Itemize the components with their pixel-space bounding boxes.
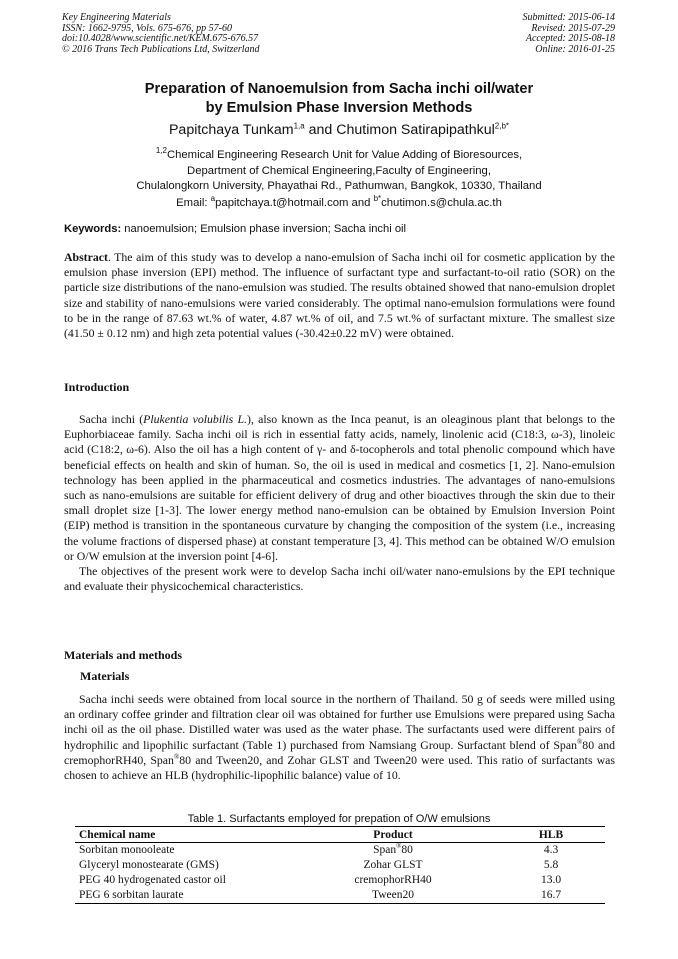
author-2-affil: 2,b* (494, 121, 510, 131)
email-a-link[interactable]: papitchaya.t@hotmail.com (215, 197, 349, 209)
cell-hlb: 4.3 (543, 844, 559, 856)
journal-header-right (523, 13, 616, 55)
email-a-sup: a (210, 194, 216, 204)
materials-body (64, 692, 615, 783)
table-row (75, 873, 605, 888)
species-name: Plukentia volubilis L. (143, 412, 248, 426)
affil-sup: 1,2 (155, 146, 167, 156)
table-row (75, 858, 605, 873)
affil-line-2: Department of Chemical Engineering,Faculty of Engineering, (187, 164, 491, 177)
abstract-text: . The aim of this study was to develop a nano-emulsion of Sacha inchi oil for cosmetic application by the emulsion phase inversion (EPI) method. The influence of surfactant type and surfactant-to-oil ratio (SOR) on the particle size distributions of the nano-emulsion was studied. The results obtained showed that nano-emulsion droplet size and stability of nano-emulsions were varied considerably. The optimal nano-emulsion formulations were found to be in the range of 87.63 wt.% of water, 4.87 wt.% of oil, and 7.5 wt.% of surfactant mixture. The smallest size (41.50 ± 0.12 nm) and high zeta potential values (-30.42±0.22 mV) were obtained. (64, 250, 615, 341)
introduction-paragraph-2: The objectives of the present work were to develop Sacha inchi oil/water nano-emulsions by the EPI technique and evaluate their physicochemical characteristics. (64, 564, 615, 594)
introduction-paragraph-1: Sacha inchi (Plukentia volubilis L.), also known as the Inca peanut, is an oleaginous plant that belongs to the Euphorbiaceae family. Sacha inchi oil is rich in essential fatty acids, namely, linolenic acid (C18:3, ω-3), linoleic acid (C18:2, ω-6). Also the oil has a high content of γ- and δ-tocopherols and total phenolic compound which have beneficial effects on health and skin of human. So, the oil is used in medical and cosmetics [1, 2]. Nano-emulsion technology has been applied in the pharmaceutical and cosmetics industries. The advantages of nano-emulsions such as nano-emulsions are suitable for efficient delivery of drug and other bioactives through the skin due to their small droplet size [1-3]. The lower energy method nano-emulsion can be obtained by Emulsion Inversion Point (EIP) method is transition in the spontaneous curvature by changing the composition of the system (i.e., increasing the volume fractions of dispersed phase) at constant temperature [3, 4]. This method can be obtained W/O emulsion or O/W emulsion at the inversion point [4-6]. (64, 412, 615, 563)
revised-date: Revised: 2015-07-29 (531, 22, 615, 34)
cell-name: PEG 6 sorbitan laurate (75, 888, 289, 904)
cell-product: Span®80 (373, 842, 413, 856)
title-line-1: Preparation of Nanoemulsion from Sacha inchi oil/water (144, 81, 534, 97)
author-1: Papitchaya Tunkam (168, 122, 294, 138)
introduction-body (64, 412, 615, 594)
author-and: and (304, 122, 337, 138)
cell-hlb: 5.8 (543, 859, 559, 871)
issn-line: ISSN: 1662-9795, Vols. 675-676, pp 57-60 (62, 22, 232, 34)
author-list (0, 122, 678, 138)
cell-name: PEG 40 hydrogenated castor oil (79, 874, 226, 886)
cell-product: Zohar GLST (363, 859, 423, 871)
materials-subheading: Materials (80, 669, 130, 683)
submitted-date: Submitted: 2015-06-14 (522, 12, 615, 23)
email-b-sup: b* (373, 194, 382, 204)
table-row (75, 888, 605, 904)
keywords-text: nanoemulsion; Emulsion phase inversion; Sacha inchi oil (121, 223, 407, 235)
col-hlb: HLB (497, 827, 605, 843)
email-and: and (348, 197, 374, 209)
affiliation (0, 148, 678, 195)
introduction-heading: Introduction (64, 380, 130, 394)
keywords (64, 223, 616, 235)
affil-line-3: Chulalongkorn University, Phayathai Rd., Pathumwan, Bangkok, 10330, Thailand (136, 180, 542, 192)
cell-name: Sorbitan monooleate (79, 844, 175, 856)
affil-line-1: Chemical Engineering Research Unit for Value Adding of Bioresources, (166, 149, 523, 161)
methods-heading: Materials and methods (64, 648, 182, 662)
email-b-link[interactable]: chutimon.s@chula.ac.th (381, 197, 502, 209)
cell-name: Glyceryl monostearate (GMS) (79, 859, 219, 871)
materials-paragraph: Sacha inchi seeds were obtained from local source in the northern of Thailand. 50 g of seeds were milled using an ordinary coffee grinder and filtration clear oil was obtained for further use Emulsions were prepared using Sacha inchi oil as the oil phase. Distilled water was used as the water phase. The surfactants used were different pairs of hydrophilic and lipophilic surfactant (Table 1) purchased from Namsiang Group. Surfactant blend of Span®80 and cremophorRH40, Span®80 and Tween20, and Zohar GLST and Tween20 were used. This ratio of surfactants was chosen to achieve an HLB (hydrophilic-lipophilic balance) value of 10. (64, 692, 616, 783)
surfactant-table (75, 826, 605, 904)
abstract-label: Abstract (64, 250, 108, 264)
journal-name: Key Engineering Materials (62, 12, 171, 23)
doi-line[interactable]: doi:10.4028/www.scientific.net/KEM.675-676.57 (62, 33, 259, 44)
keywords-label: Keywords: (64, 223, 122, 235)
cell-product: Tween20 (289, 888, 497, 904)
table-row (75, 843, 605, 859)
author-1-affil: 1,a (293, 121, 305, 131)
email-label: Email: (176, 197, 211, 209)
abstract (64, 250, 615, 341)
accepted-date: Accepted: 2015-08-18 (525, 33, 615, 44)
author-2: Chutimon Satirapipathkul (336, 122, 495, 138)
online-date: Online: 2016-01-25 (535, 43, 615, 55)
cell-product: cremophorRH40 (354, 874, 432, 886)
email-line (0, 194, 678, 209)
title-line-2: by Emulsion Phase Inversion Methods (205, 100, 473, 116)
cell-hlb: 13.0 (540, 874, 562, 886)
cell-hlb: 16.7 (497, 888, 605, 904)
copyright-line: © 2016 Trans Tech Publications Ltd, Switzerland (62, 43, 260, 55)
table-header-row (75, 827, 605, 843)
col-product: Product (289, 827, 497, 843)
paper-title (0, 80, 678, 118)
table-caption: Table 1. Surfactants employed for prepation of O/W emulsions (187, 813, 491, 825)
col-chemical-name: Chemical name (75, 827, 289, 843)
journal-header-left (62, 13, 260, 55)
